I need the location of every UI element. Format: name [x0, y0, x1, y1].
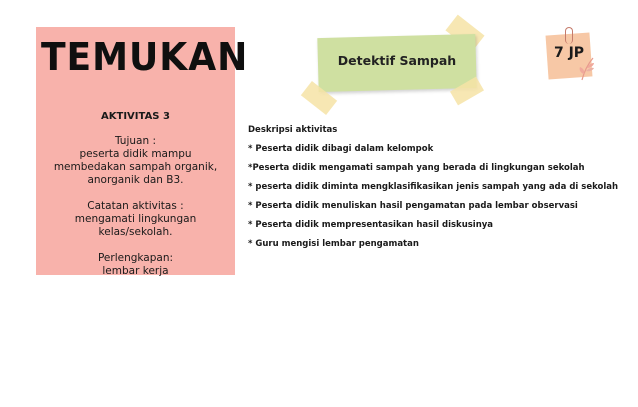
perlengkapan-label: Perlengkapan:	[97, 252, 174, 264]
tujuan-label: Tujuan :	[114, 135, 156, 147]
perlengkapan-value: lembar kerja	[102, 265, 169, 277]
tujuan-line: membedakan sampah organik,	[53, 161, 218, 173]
tujuan-block	[36, 135, 235, 187]
activity-card	[36, 27, 249, 277]
description-item: *Peserta didik mengamati sampah yang berada di lingkungan sekolah	[248, 163, 585, 173]
catatan-line: kelas/sekolah.	[98, 226, 173, 238]
catatan-block	[36, 200, 235, 239]
card-body	[36, 135, 235, 291]
description-item: * Peserta didik menuliskan hasil pengamatan pada lembar observasi	[248, 201, 578, 211]
jp-badge-label: 7 JP	[553, 45, 585, 61]
description-item: * peserta didik diminta mengklasifikasikan jenis sampah yang ada di sekolah	[248, 182, 619, 192]
leaf-icon	[578, 56, 596, 82]
card-title: TEMUKAN	[40, 35, 249, 79]
card-subtitle: AKTIVITAS 3	[101, 111, 170, 122]
tujuan-line: anorganik dan B3.	[87, 174, 184, 186]
tujuan-line: peserta didik mampu	[79, 148, 192, 160]
activity-description	[248, 126, 633, 259]
perlengkapan-block	[36, 252, 235, 278]
description-heading: Deskripsi aktivitas	[248, 125, 338, 135]
description-item: * Peserta didik mempresentasikan hasil diskusinya	[248, 220, 494, 230]
catatan-line: mengamati lingkungan	[74, 213, 197, 225]
catatan-label: Catatan aktivitas :	[87, 200, 184, 212]
description-item: * Peserta didik dibagi dalam kelompok	[248, 144, 434, 154]
paperclip-icon	[565, 27, 573, 44]
description-item: * Guru mengisi lembar pengamatan	[248, 239, 419, 249]
note-title: Detektif Sampah	[337, 53, 457, 68]
